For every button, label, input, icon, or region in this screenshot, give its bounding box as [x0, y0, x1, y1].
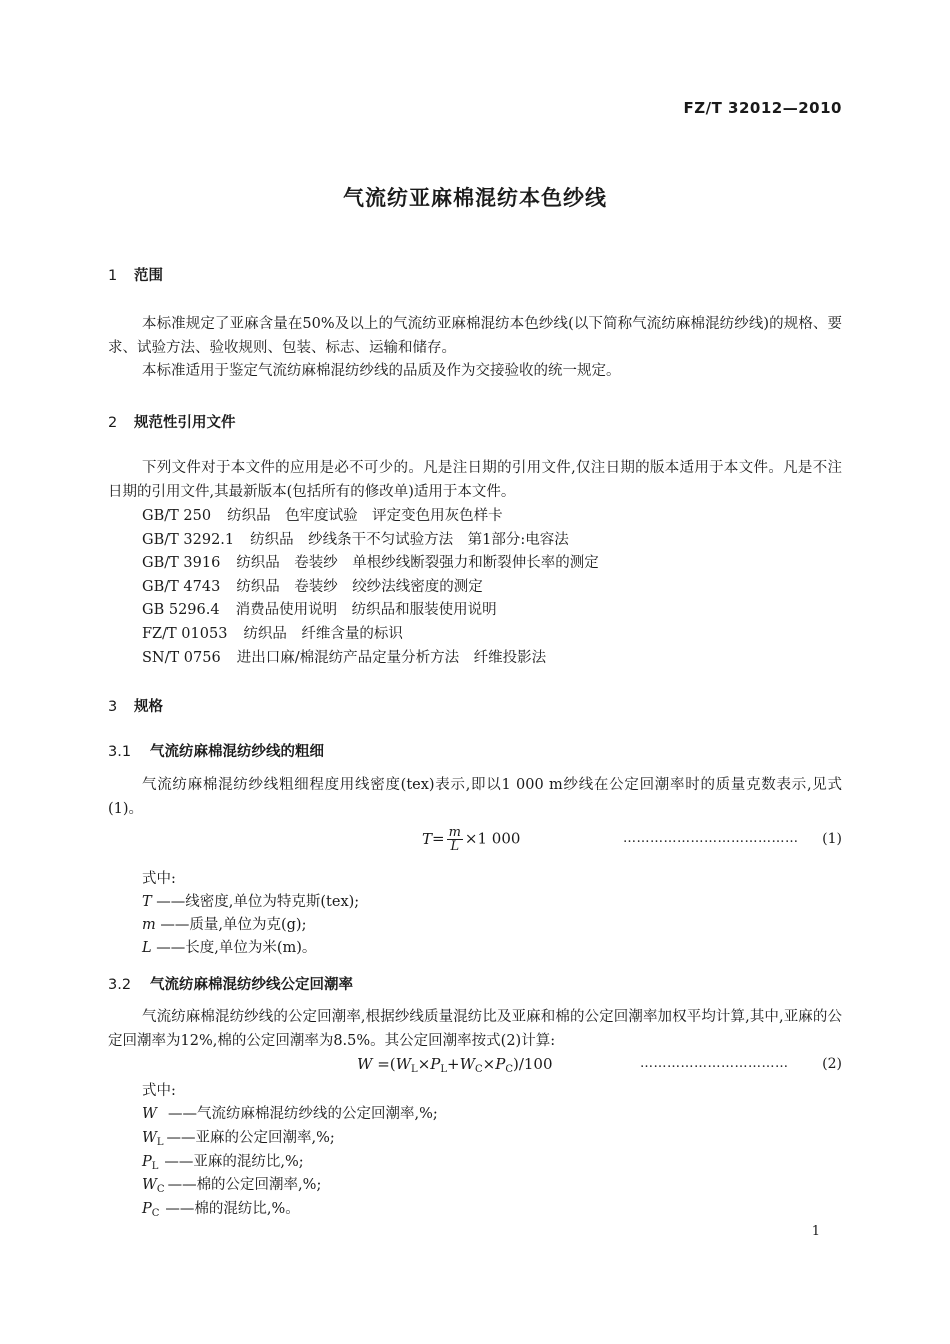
variable-description: ——棉的公定回潮率,%;	[167, 1177, 322, 1193]
variable-description: ——亚麻的公定回潮率,%;	[166, 1130, 335, 1146]
section-number: 3	[108, 699, 118, 715]
reference-code: GB/T 3916	[142, 555, 221, 571]
section-number: 2	[108, 415, 118, 431]
reference-item	[142, 646, 546, 667]
variable-description: ——长度,单位为米(m)。	[156, 940, 317, 956]
reference-item	[142, 598, 497, 619]
variable-symbol: W	[142, 1106, 157, 1122]
document-title: 气流纺亚麻棉混纺本色纱线	[343, 186, 607, 210]
reference-title: 纺织品 纤维含量的标识	[243, 626, 403, 642]
variable-symbol: W	[142, 1130, 157, 1146]
section-2-heading	[108, 411, 236, 432]
variable-subscript: C	[156, 1184, 165, 1195]
fraction-numerator: m	[448, 825, 461, 840]
formula-1	[422, 826, 520, 853]
section-3-1-heading	[108, 740, 324, 761]
variable-description: ——线密度,单位为特克斯(tex);	[156, 894, 360, 910]
section-title: 规范性引用文件	[134, 415, 236, 431]
reference-item	[142, 622, 403, 643]
formula-symbol: W	[357, 1055, 373, 1073]
reference-item	[142, 528, 569, 549]
section-2-body	[108, 457, 842, 504]
fraction-denominator: L	[450, 839, 460, 854]
reference-title: 纺织品 色牢度试验 评定变色用灰色样卡	[227, 508, 503, 524]
reference-item	[142, 575, 483, 596]
formula-operator: =	[432, 829, 445, 848]
section-title: 气流纺麻棉混纺纱线的粗细	[150, 744, 324, 760]
section-number: 3.2	[108, 977, 132, 993]
reference-title: 消费品使用说明 纺织品和服装使用说明	[235, 602, 497, 618]
where-label: 式中:	[142, 871, 176, 887]
formula-leader-dots: ……………………………	[640, 1056, 789, 1071]
section-3-1-body	[108, 774, 842, 821]
section-title: 范围	[134, 268, 163, 284]
formula-leader-dots: …………………………………	[623, 831, 799, 846]
formula-number: (1)	[822, 831, 842, 847]
variable-description: ——质量,单位为克(g);	[160, 917, 307, 933]
section-number: 3.1	[108, 744, 132, 760]
variable-symbol: W	[142, 1177, 157, 1193]
reference-code: GB/T 250	[142, 508, 212, 524]
reference-code: GB/T 4743	[142, 579, 221, 595]
formula-symbol: T	[422, 829, 433, 848]
variable-symbol: P	[142, 1201, 152, 1217]
reference-title: 纺织品 纱线条干不匀试验方法 第1部分:电容法	[250, 532, 569, 548]
reference-code: FZ/T 01053	[142, 626, 228, 642]
variable-definition	[142, 890, 359, 911]
variable-definition	[142, 1126, 335, 1148]
section-1-body	[108, 313, 842, 384]
formula-number: (2)	[822, 1056, 842, 1072]
variable-subscript: L	[151, 1161, 159, 1172]
paragraph: 气流纺麻棉混纺纱线的公定回潮率,根据纱线质量混纺比及亚麻和棉的公定回潮率加权平均计算,其中,亚麻的公定回潮率为12%,棉的公定回潮率为8.5%。其公定回潮率按式(2)计算:	[108, 1009, 842, 1049]
variable-definition	[142, 1150, 304, 1172]
variable-definition	[142, 936, 316, 957]
section-3-heading	[108, 695, 163, 716]
where-label: 式中:	[142, 1083, 176, 1099]
variable-symbol: P	[142, 1154, 152, 1170]
section-number: 1	[108, 268, 118, 284]
variable-symbol: T	[142, 894, 152, 910]
standard-code: FZ/T 32012—2010	[683, 99, 842, 117]
paragraph: 下列文件对于本文件的应用是必不可少的。凡是注日期的引用文件,仅注日期的版本适用于本文件。凡是不注日期的引用文件,其最新版本(包括所有的修改单)适用于本文件。	[108, 460, 842, 500]
reference-code: GB 5296.4	[142, 602, 220, 618]
paragraph: 本标准适用于鉴定气流纺麻棉混纺纱线的品质及作为交接验收的统一规定。	[142, 363, 621, 379]
section-3-2-heading	[108, 973, 353, 994]
reference-item	[142, 504, 503, 525]
fraction	[447, 826, 463, 853]
variable-description: ——气流纺麻棉混纺纱线的公定回潮率,%;	[168, 1106, 438, 1122]
variable-definition	[142, 913, 306, 934]
reference-code: SN/T 0756	[142, 650, 221, 666]
reference-title: 纺织品 卷装纱 绞纱法线密度的测定	[236, 579, 483, 595]
variable-symbol: L	[142, 940, 152, 956]
paragraph: 气流纺麻棉混纺纱线粗细程度用线密度(tex)表示,即以1 000 m纱线在公定回潮率时的质量克数表示,见式(1)。	[108, 777, 842, 817]
variable-description: ——棉的混纺比,%。	[165, 1201, 300, 1217]
reference-title: 纺织品 卷装纱 单根纱线断裂强力和断裂伸长率的测定	[236, 555, 599, 571]
formula-2	[357, 1055, 553, 1075]
formula-term: ×1 000	[464, 829, 521, 848]
paragraph: 本标准规定了亚麻含量在50%及以上的气流纺亚麻棉混纺本色纱线(以下简称气流纺麻棉混纺纱线)的规格、要求、试验方法、验收规则、包装、标志、运输和储存。	[108, 316, 842, 356]
variable-definition	[142, 1102, 438, 1123]
variable-subscript: L	[156, 1137, 164, 1148]
section-3-2-body	[108, 1006, 842, 1053]
section-title: 气流纺麻棉混纺纱线公定回潮率	[150, 977, 353, 993]
variable-definition	[142, 1197, 300, 1219]
reference-code: GB/T 3292.1	[142, 532, 235, 548]
page-number: 1	[811, 1224, 820, 1239]
section-title: 规格	[134, 699, 163, 715]
variable-subscript: C	[151, 1208, 160, 1219]
formula-expression: $=(W_L\times P_L+W_C\times P_C)/100$	[377, 1055, 553, 1075]
variable-description: ——亚麻的混纺比,%;	[164, 1154, 304, 1170]
section-1-heading	[108, 264, 163, 285]
reference-item	[142, 551, 599, 572]
variable-symbol: m	[142, 917, 156, 933]
reference-title: 进出口麻/棉混纺产品定量分析方法 纤维投影法	[236, 650, 547, 666]
variable-definition	[142, 1173, 321, 1195]
